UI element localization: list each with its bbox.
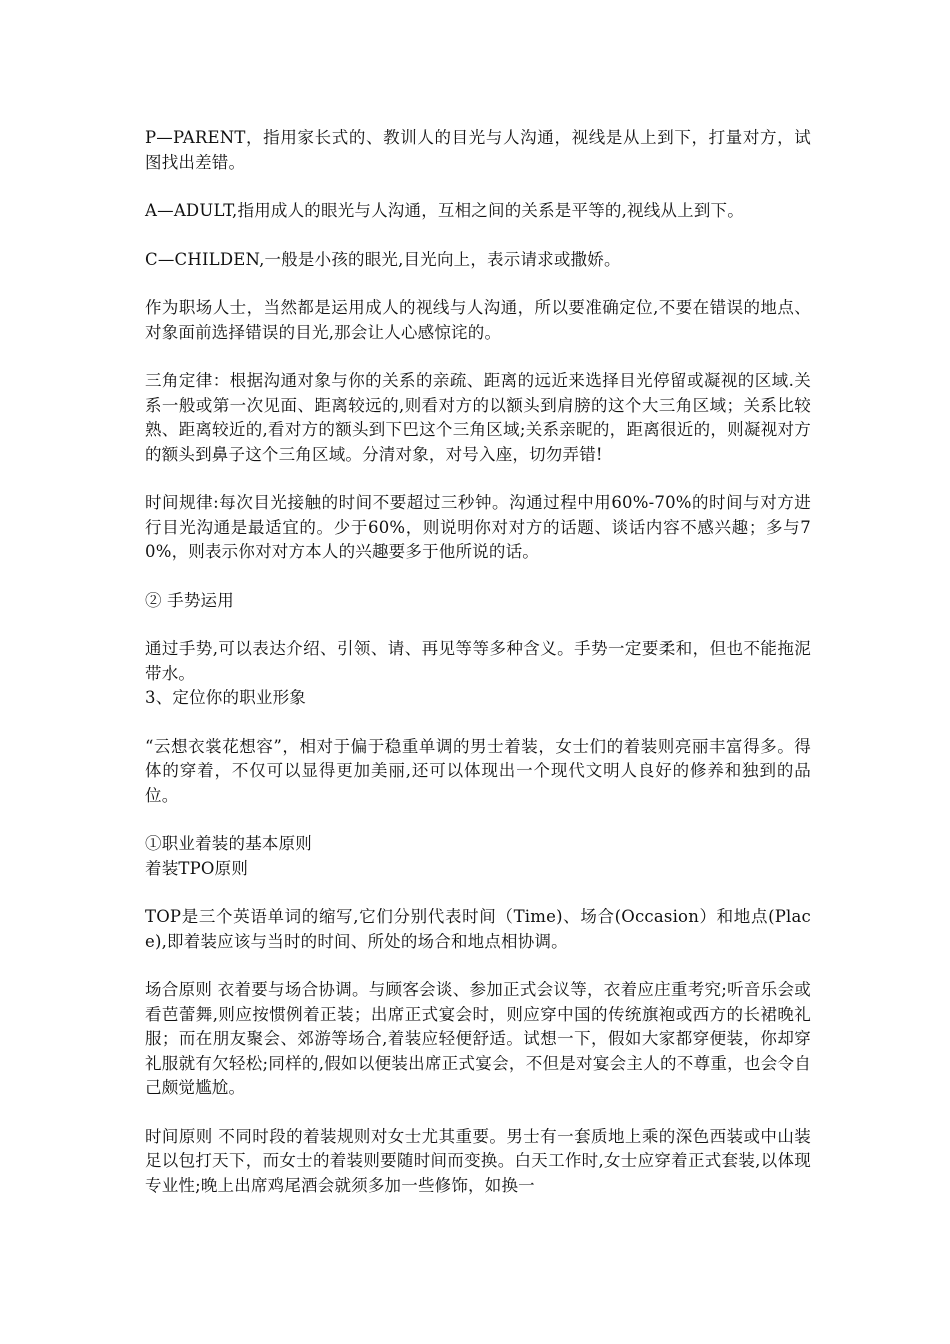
paragraph-dress-intro: “云想衣裳花想容”，相对于偏于稳重单调的男士着装，女士们的着装则亮丽丰富得多。得体的穿着，不仅可以显得更加美丽,还可以体现出一个现代文明人良好的修养和独到的品位。: [145, 736, 811, 805]
document-body: [145, 126, 811, 1198]
paragraph-gestures: 通过手势,可以表达介绍、引领、请、再见等等多种含义。手势一定要柔和，但也不能拖泥带水。: [145, 639, 811, 683]
heading-gesture-use: ② 手势运用: [145, 590, 234, 610]
paragraph-triangle-rule: 三角定律：根据沟通对象与你的关系的亲疏、距离的远近来选择目光停留或凝视的区域.关系一般或第一次见面、距离较远的,则看对方的以额头到肩膀的这个大三角区域；关系比较熟、距离较近的,看对方的额头到下巴这个三角区域;关系亲昵的，距离很近的，则凝视对方的额头到鼻子这个三角区域。分清对象，对号入座，切勿弄错!: [145, 371, 811, 464]
paragraph-time-principle: 时间原则 不同时段的着装规则对女士尤其重要。男士有一套质地上乘的深色西装或中山装足以包打天下，而女士的着装则要随时间而变换。白天工作时,女士应穿着正式套装,以体现专业性;晚上出席鸡尾酒会就须多加一些修饰，如换一: [145, 1126, 811, 1195]
paragraph-workplace-gaze: 作为职场人士，当然都是运用成人的视线与人沟通，所以要准确定位,不要在错误的地点、对象面前选择错误的目光,那会让人心感惊诧的。: [145, 298, 811, 342]
heading-professional-image: 3、定位你的职业形象: [145, 688, 306, 707]
paragraph-time-rule: 时间规律:每次目光接触的时间不要超过三秒钟。沟通过程中用60%-70%的时间与对方进行目光沟通是最适宜的。少于60%，则说明你对对方的话题、谈话内容不感兴趣；多与70%，则表示你对对方本人的兴趣要多于他所说的话。: [145, 493, 811, 561]
paragraph-child-gaze: C—CHILDEN,一般是小孩的眼光,目光向上，表示请求或撒娇。: [145, 249, 621, 269]
paragraph-tpo-definition: TOP是三个英语单词的缩写,它们分别代表时间（Time)、场合(Occasion）和地点(Place),即着装应该与当时的时间、所处的场合和地点相协调。: [145, 907, 811, 951]
heading-tpo-principle: 着装TPO原则: [145, 858, 249, 878]
paragraph-parent-gaze: P—PARENT，指用家长式的、教训人的目光与人沟通，视线是从上到下，打量对方，试图找出差错。: [145, 128, 811, 172]
paragraph-occasion-principle: 场合原则 衣着要与场合协调。与顾客会谈、参加正式会议等，衣着应庄重考究;听音乐会或看芭蕾舞,则应按惯例着正装；出席正式宴会时，则应穿中国的传统旗袍或西方的长裙晚礼服；而在朋友聚会、郊游等场合,着装应轻便舒适。试想一下，假如大家都穿便装，你却穿礼服就有欠轻松;同样的,假如以便装出席正式宴会，不但是对宴会主人的不尊重，也会令自己颇觉尴尬。: [145, 980, 811, 1097]
paragraph-adult-gaze: A—ADULT,指用成人的眼光与人沟通，互相之间的关系是平等的,视线从上到下。: [145, 201, 744, 220]
heading-dress-principles: ①职业着装的基本原则: [145, 834, 312, 853]
